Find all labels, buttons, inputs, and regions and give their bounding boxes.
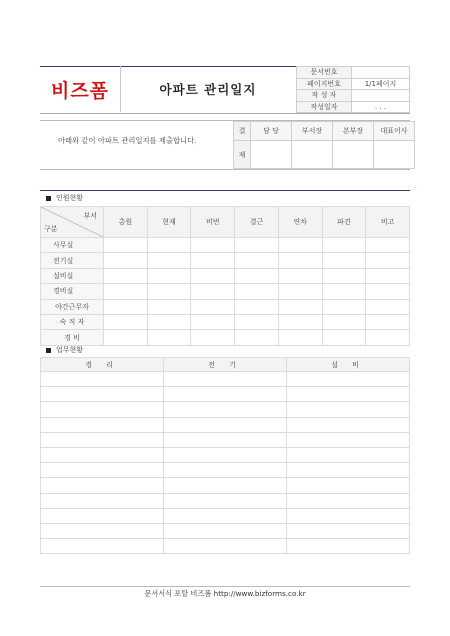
- work-entry-cell[interactable]: [164, 387, 287, 402]
- table-row: [41, 284, 410, 299]
- staff-value-cell[interactable]: [322, 330, 366, 345]
- staff-row-label: 야간근무자: [41, 299, 104, 314]
- staff-value-cell[interactable]: [104, 330, 148, 345]
- approval-table: [233, 121, 415, 169]
- work-entry-cell[interactable]: [164, 372, 287, 387]
- work-entry-cell[interactable]: [287, 432, 410, 447]
- work-entry-cell[interactable]: [164, 493, 287, 508]
- work-column-header: 설 비: [287, 358, 410, 372]
- staff-value-cell[interactable]: [366, 268, 410, 283]
- staff-row-label: 사무실: [41, 238, 104, 253]
- work-column-header: 경 리: [41, 358, 164, 372]
- staff-value-cell[interactable]: [366, 253, 410, 268]
- staff-value-cell[interactable]: [235, 253, 279, 268]
- table-row: [41, 447, 410, 462]
- staff-value-cell[interactable]: [366, 299, 410, 314]
- meta-value[interactable]: [352, 90, 410, 102]
- staff-value-cell[interactable]: [235, 299, 279, 314]
- staff-value-cell[interactable]: [147, 268, 191, 283]
- table-row: [41, 314, 410, 329]
- work-entry-cell[interactable]: [164, 508, 287, 523]
- square-bullet-icon: [46, 348, 51, 353]
- table-row: [41, 508, 410, 523]
- staff-column-header: 총원: [104, 207, 148, 238]
- work-column-header: 전 기: [164, 358, 287, 372]
- staff-column-header: 파견: [322, 207, 366, 238]
- work-entry-cell[interactable]: [41, 539, 164, 554]
- approval-sign-cell[interactable]: [251, 141, 292, 169]
- work-entry-cell[interactable]: [287, 447, 410, 462]
- work-entry-cell[interactable]: [41, 432, 164, 447]
- work-entry-cell[interactable]: [41, 463, 164, 478]
- work-entry-cell[interactable]: [287, 463, 410, 478]
- table-row: [41, 402, 410, 417]
- staff-value-cell[interactable]: [104, 238, 148, 253]
- table-row: [41, 299, 410, 314]
- staff-value-cell[interactable]: [147, 284, 191, 299]
- staff-column-header: 현재: [147, 207, 191, 238]
- meta-row: [297, 78, 410, 90]
- work-entry-cell[interactable]: [287, 478, 410, 493]
- staff-column-header: 연차: [278, 207, 322, 238]
- staff-value-cell[interactable]: [322, 314, 366, 329]
- staff-row-label: 경 비: [41, 330, 104, 345]
- table-row: [41, 493, 410, 508]
- staff-value-cell[interactable]: [278, 253, 322, 268]
- staff-section-title: 인원현황: [56, 194, 84, 202]
- staff-value-cell[interactable]: [235, 330, 279, 345]
- meta-value[interactable]: 1/1페이지: [352, 78, 410, 90]
- staff-value-cell[interactable]: [278, 284, 322, 299]
- staff-value-cell[interactable]: [191, 330, 235, 345]
- work-entry-cell[interactable]: [164, 539, 287, 554]
- approval-header-ceo: 대표이사: [374, 122, 415, 141]
- staff-value-cell[interactable]: [322, 299, 366, 314]
- corner-label-bottom: 구분: [44, 225, 58, 233]
- staff-value-cell[interactable]: [235, 284, 279, 299]
- work-entry-cell[interactable]: [41, 493, 164, 508]
- work-entry-cell[interactable]: [41, 478, 164, 493]
- staff-row-label: 설비실: [41, 268, 104, 283]
- table-row: [41, 238, 410, 253]
- work-entry-cell[interactable]: [287, 387, 410, 402]
- staff-value-cell[interactable]: [366, 284, 410, 299]
- approval-sign-cell[interactable]: [374, 141, 415, 169]
- work-entry-cell[interactable]: [287, 417, 410, 432]
- staff-value-cell[interactable]: [147, 330, 191, 345]
- staff-value-cell[interactable]: [147, 253, 191, 268]
- approval-header-staff: 담 당: [251, 122, 292, 141]
- staff-value-cell[interactable]: [104, 299, 148, 314]
- document-title: 아파트 관리일지: [159, 82, 257, 97]
- staff-value-cell[interactable]: [191, 299, 235, 314]
- staff-column-header: 비고: [366, 207, 410, 238]
- meta-value[interactable]: . . .: [352, 101, 410, 113]
- meta-key: 문서번호: [297, 67, 352, 79]
- work-entry-cell[interactable]: [41, 387, 164, 402]
- table-row: [41, 432, 410, 447]
- staff-value-cell[interactable]: [278, 314, 322, 329]
- work-entry-cell[interactable]: [164, 432, 287, 447]
- table-row: [41, 539, 410, 554]
- staff-value-cell[interactable]: [104, 268, 148, 283]
- approval-header-dept-head: 부서장: [292, 122, 333, 141]
- work-section-heading: [40, 344, 410, 356]
- work-entry-cell[interactable]: [164, 463, 287, 478]
- logo: 비즈폼: [40, 66, 121, 112]
- table-row: [41, 330, 410, 345]
- table-row: [41, 372, 410, 387]
- work-entry-cell[interactable]: [41, 402, 164, 417]
- footer-text: 문서서식 포탈 비즈폼 http://www.bizforms.co.kr: [144, 589, 306, 598]
- table-row: [41, 253, 410, 268]
- staff-value-cell[interactable]: [278, 330, 322, 345]
- work-entry-cell[interactable]: [41, 508, 164, 523]
- work-entry-cell[interactable]: [287, 402, 410, 417]
- staff-value-cell[interactable]: [278, 268, 322, 283]
- approval-sign-cell[interactable]: [292, 141, 333, 169]
- footer-divider: [40, 586, 410, 587]
- staff-value-cell[interactable]: [235, 314, 279, 329]
- staff-value-cell[interactable]: [147, 238, 191, 253]
- staff-value-cell[interactable]: [366, 330, 410, 345]
- work-entry-cell[interactable]: [41, 372, 164, 387]
- staff-value-cell[interactable]: [191, 284, 235, 299]
- staff-value-cell[interactable]: [104, 314, 148, 329]
- meta-row: [297, 101, 410, 113]
- square-bullet-icon: [46, 196, 51, 201]
- work-entry-cell[interactable]: [287, 539, 410, 554]
- work-entry-cell[interactable]: [41, 523, 164, 538]
- work-entry-cell[interactable]: [164, 447, 287, 462]
- staff-value-cell[interactable]: [278, 299, 322, 314]
- work-entry-cell[interactable]: [164, 417, 287, 432]
- staff-value-cell[interactable]: [147, 299, 191, 314]
- work-header-row: [41, 358, 410, 372]
- meta-key: 작성일자: [297, 101, 352, 113]
- approval-side-bottom: 재: [234, 141, 251, 169]
- staff-value-cell[interactable]: [366, 314, 410, 329]
- staff-value-cell[interactable]: [147, 314, 191, 329]
- staff-row-label: 숙 직 자: [41, 314, 104, 329]
- staff-value-cell[interactable]: [235, 238, 279, 253]
- staff-value-cell[interactable]: [278, 238, 322, 253]
- table-row: [41, 523, 410, 538]
- work-entry-cell[interactable]: [287, 372, 410, 387]
- intro-text: 아래와 같이 아파트 관리일지를 제출합니다.: [58, 136, 197, 145]
- staff-row-label: 경비실: [41, 284, 104, 299]
- staff-value-cell[interactable]: [366, 238, 410, 253]
- staff-value-cell[interactable]: [235, 268, 279, 283]
- table-row: [41, 268, 410, 283]
- staff-column-header: 비번: [191, 207, 235, 238]
- meta-row: [297, 90, 410, 102]
- meta-key: 페이지번호: [297, 78, 352, 90]
- corner-label-top: 부서: [83, 212, 97, 220]
- work-entry-cell[interactable]: [41, 417, 164, 432]
- work-section-title: 업무현황: [56, 346, 84, 354]
- work-table: [40, 357, 410, 554]
- staff-value-cell[interactable]: [322, 268, 366, 283]
- staff-column-header: 결근: [235, 207, 279, 238]
- staff-value-cell[interactable]: [322, 238, 366, 253]
- table-row: [41, 417, 410, 432]
- approval-header-division-head: 본부장: [333, 122, 374, 141]
- meta-value[interactable]: [352, 67, 410, 79]
- staff-value-cell[interactable]: [191, 314, 235, 329]
- staff-corner-cell: [41, 207, 104, 238]
- table-row: [41, 478, 410, 493]
- work-entry-cell[interactable]: [287, 523, 410, 538]
- meta-key: 작 성 자: [297, 90, 352, 102]
- staff-value-cell[interactable]: [104, 284, 148, 299]
- staff-table: [40, 206, 410, 346]
- staff-value-cell[interactable]: [104, 253, 148, 268]
- staff-row-label: 전기실: [41, 253, 104, 268]
- staff-value-cell[interactable]: [191, 268, 235, 283]
- document-meta-table: [296, 66, 410, 113]
- meta-row: [297, 67, 410, 79]
- table-row: [41, 463, 410, 478]
- approval-side-top: 결: [234, 122, 251, 141]
- work-entry-cell[interactable]: [287, 493, 410, 508]
- table-row: [41, 387, 410, 402]
- work-entry-cell[interactable]: [287, 508, 410, 523]
- staff-value-cell[interactable]: [322, 284, 366, 299]
- work-entry-cell[interactable]: [41, 447, 164, 462]
- work-entry-cell[interactable]: [164, 402, 287, 417]
- staff-value-cell[interactable]: [191, 238, 235, 253]
- staff-section-heading: [40, 190, 410, 205]
- staff-header-row: [41, 207, 410, 238]
- staff-value-cell[interactable]: [191, 253, 235, 268]
- work-entry-cell[interactable]: [164, 523, 287, 538]
- work-entry-cell[interactable]: [164, 478, 287, 493]
- staff-value-cell[interactable]: [322, 253, 366, 268]
- approval-sign-cell[interactable]: [333, 141, 374, 169]
